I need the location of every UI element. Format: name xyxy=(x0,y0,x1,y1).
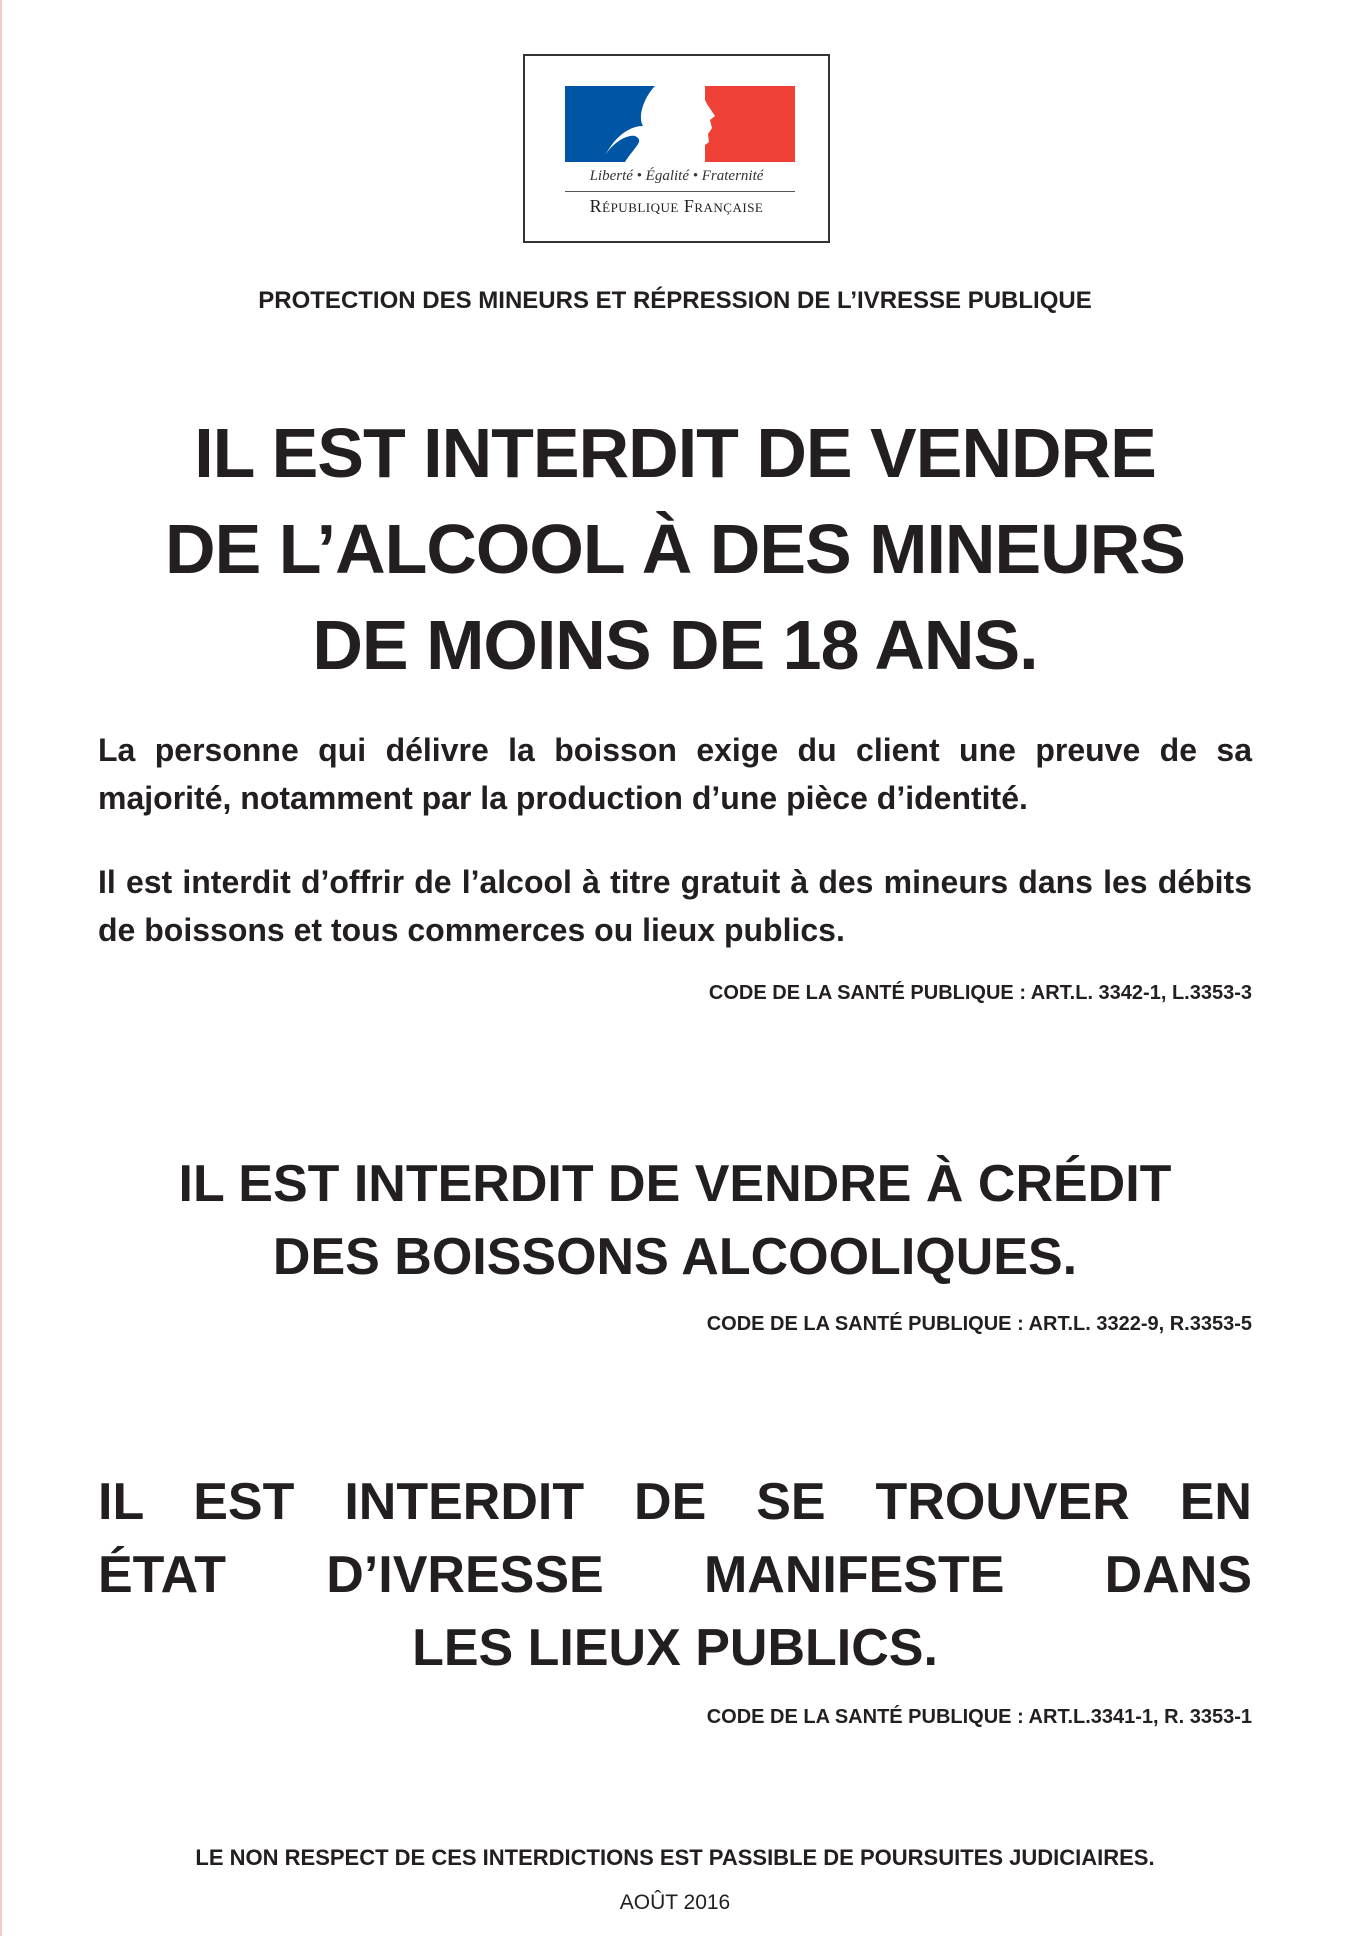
headline-credit xyxy=(98,1148,1252,1294)
footer-date: AOÛT 2016 xyxy=(619,1891,731,1914)
headline-line: ÉTAT D’IVRESSE MANIFESTE DANS xyxy=(98,1546,1252,1604)
headline-line: IL EST INTERDIT DE VENDRE xyxy=(194,414,1156,492)
logo-divider xyxy=(565,191,795,192)
headline-line: LES LIEUX PUBLICS. xyxy=(412,1619,938,1677)
page-subtitle: PROTECTION DES MINEURS ET RÉPRESSION DE L’IVRESSE PUBLIQUE xyxy=(258,287,1092,314)
footer-warning: LE NON RESPECT DE CES INTERDICTIONS EST PASSIBLE DE POURSUITES JUDICIAIRES. xyxy=(195,1845,1155,1870)
headline-line: DE MOINS DE 18 ANS. xyxy=(312,606,1038,684)
headline-line: IL EST INTERDIT DE SE TROUVER EN xyxy=(98,1473,1252,1531)
logo-motto: Liberté • Égalité • Fraternité xyxy=(589,168,764,184)
marianne-flag-icon xyxy=(565,86,795,162)
law-reference-3: CODE DE LA SANTÉ PUBLIQUE : ART.L.3341-1, R. 3353-1 xyxy=(706,1706,1252,1728)
law-reference-1: CODE DE LA SANTÉ PUBLIQUE : ART.L. 3342-1, L.3353-3 xyxy=(708,982,1252,1004)
page-edge xyxy=(0,0,2,1936)
headline-line: IL EST INTERDIT DE VENDRE À CRÉDIT xyxy=(178,1155,1172,1213)
headline-drunkenness xyxy=(98,1466,1252,1685)
law-reference-2: CODE DE LA SANTÉ PUBLIQUE : ART.L. 3322-9, R.3353-5 xyxy=(706,1313,1252,1335)
logo-name: République Française xyxy=(589,196,764,216)
headline-line: DE L’ALCOOL À DES MINEURS xyxy=(165,510,1185,588)
republique-francaise-logo xyxy=(523,54,830,243)
headline-line: DES BOISSONS ALCOOLIQUES. xyxy=(272,1228,1078,1286)
headline-minors xyxy=(98,405,1252,693)
paragraph-id-proof: La personne qui délivre la boisson exige du client une preuve de sa majorité, notamment par la production d’une pièce d’identité. xyxy=(98,732,1252,816)
paragraph-free-alcohol: Il est interdit d’offrir de l’alcool à titre gratuit à des mineurs dans les débits de boissons et tous commerces ou lieux publics. xyxy=(98,864,1252,948)
